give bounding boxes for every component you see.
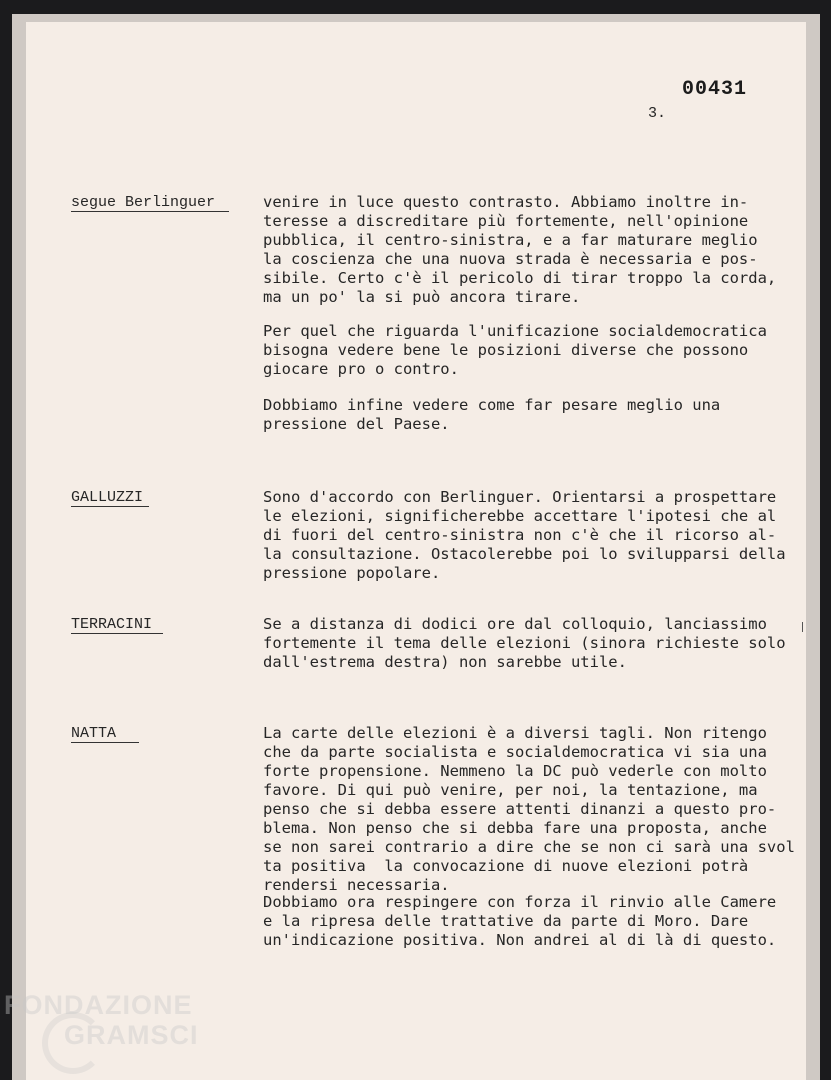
paragraph: Per quel che riguarda l'unificazione socialdemocratica bisogna vedere bene le posizioni diverse che possono giocare pro o contro. (263, 322, 767, 378)
speaker-label-terracini (71, 615, 152, 634)
paragraph: Se a distanza di dodici ore dal colloquio, lanciassimo fortemente il tema delle elezioni (sinora richieste solo dall'estrema destra) non sarebbe utile. (263, 615, 786, 671)
speaker-label-natta (71, 724, 116, 743)
paragraph: venire in luce questo contrasto. Abbiamo inoltre in- teresse a discreditare più fortemente, nell'opinione pubblica, il centro-sinistra, e a far maturare meglio la coscienza che una nuova strada è necessaria e pos- sibile. Certo c'è il pericolo di tirar troppo la corda, ma un po' la si può ancora tirare. (263, 193, 777, 306)
speaker-label-galluzzi (71, 488, 143, 507)
page-number: 3. (648, 105, 667, 122)
paragraph: Dobbiamo ora respingere con forza il rinvio alle Camere e la ripresa delle trattative da parte di Moro. Dare un'indicazione positiva. Non andrei al di là di questo. (263, 893, 777, 949)
watermark-line-1: FONDAZIONE (4, 990, 193, 1020)
speaker-underline (71, 633, 163, 634)
speaker-label-berlinguer (71, 193, 215, 212)
paragraph: Dobbiamo infine vedere come far pesare meglio una pressione del Paese. (263, 396, 721, 433)
speaker-underline (71, 742, 139, 743)
speaker-name: TERRACINI (71, 616, 153, 633)
watermark-logo-icon (42, 1012, 104, 1074)
document-number: 00431 (682, 78, 748, 101)
paragraph: Sono d'accordo con Berlinguer. Orientarsi a prospettare le elezioni, significherebbe accettare l'ipotesi che al di fuori del centro-sinistra non c'è che il ricorso al- la consultazione. Ostacolerebbe poi lo svilupparsi della pressione popolare. (263, 488, 786, 582)
archive-watermark (4, 990, 199, 1050)
margin-mark (802, 622, 803, 632)
speaker-name: GALLUZZI (71, 489, 144, 506)
speaker-underline (71, 211, 229, 212)
speaker-name: NATTA (71, 725, 117, 742)
speaker-underline (71, 506, 149, 507)
watermark-line-2: GRAMSCI (64, 1020, 199, 1050)
speaker-name: segue Berlinguer (71, 194, 216, 211)
paragraph: La carte delle elezioni è a diversi tagli. Non ritengo che da parte socialista e socialdemocratica vi sia una forte propensione. Nemmeno la DC può vederle con molto favore. Di qui può venire, per noi, la tentazione, ma penso che si debba essere attenti dinanzi a questo pro- blema. Non penso che si debba fare una proposta, anche se non sarei contrario a dire che se non ci sarà una svol ta positiva la convocazione di nuove elezioni potrà rendersi necessaria. (263, 724, 795, 894)
document-page (26, 22, 806, 1080)
